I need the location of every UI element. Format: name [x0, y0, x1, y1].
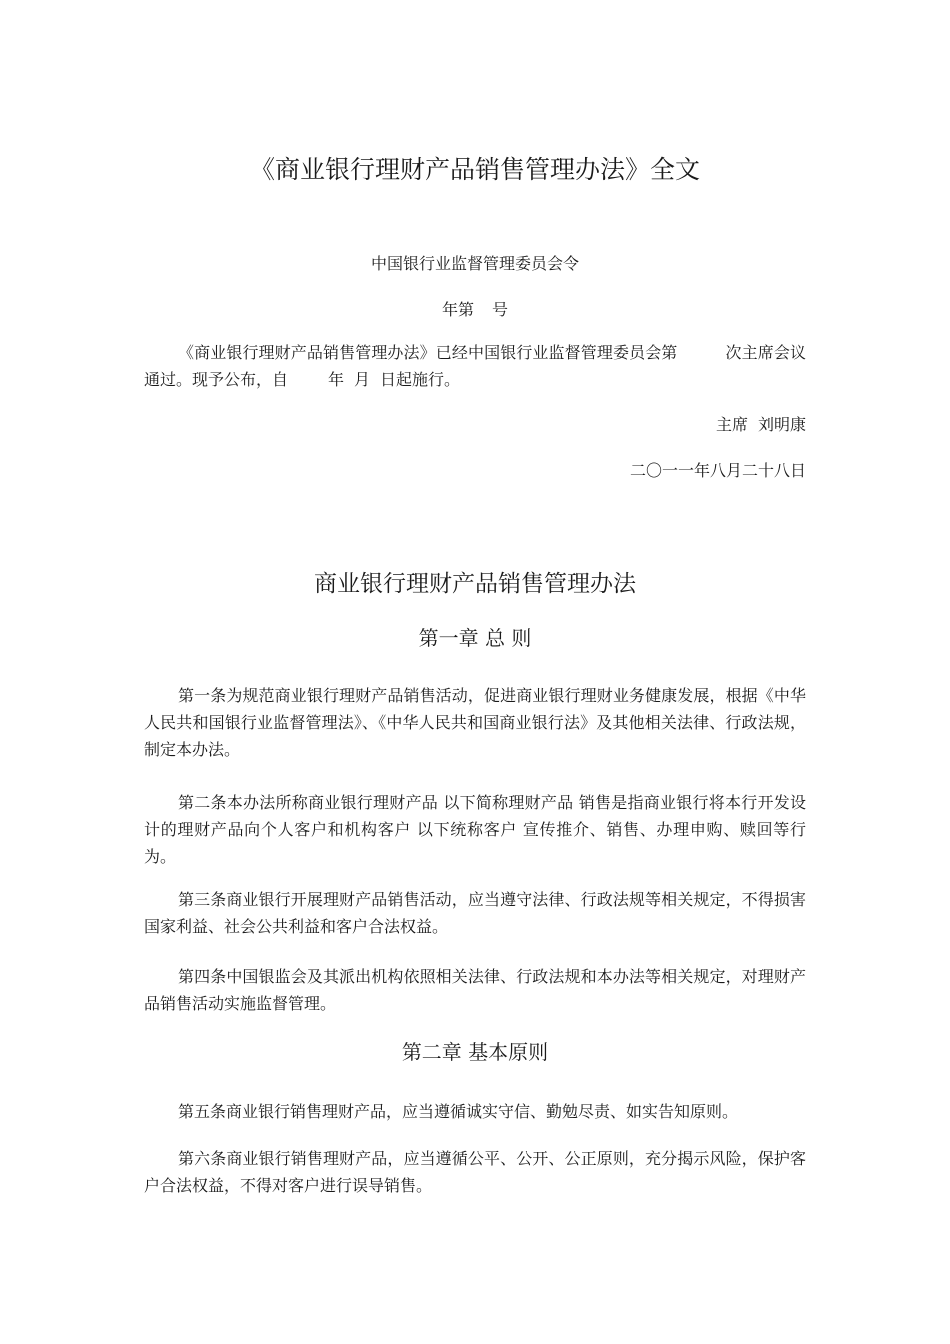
document-title: 《商业银行理财产品销售管理办法》全文 [249, 155, 700, 184]
law-title: 商业银行理财产品销售管理办法 [314, 571, 636, 597]
order-year-label: 年第 [441, 300, 474, 319]
article-6: 第六条商业银行销售理财产品，应当遵循公平、公开、公正原则，充分揭示风险，保护客户合法权益，不得对客户进行误导销售。 [144, 1149, 806, 1195]
article-3: 第三条商业银行开展理财产品销售活动，应当遵守法律、行政法规等相关规定，不得损害国家利益、社会公共利益和客户合法权益。 [144, 890, 806, 936]
announcement-part-1: 《商业银行理财产品销售管理办法》已经中国银行业监督管理委员会第 [178, 343, 678, 362]
chapter-2-heading: 第二章 基本原则 [401, 1040, 549, 1064]
signature-name: 刘明康 [757, 415, 806, 434]
order-number-label: 号 [492, 300, 509, 319]
article-2: 第二条本办法所称商业银行理财产品 以下简称理财产品 销售是指商业银行将本行开发设计的理财产品向个人客户和机构客户 以下统称客户 宣传推介、销售、办理申购、赎回等行为。 [144, 793, 806, 866]
announcement-part-3: 年 [328, 370, 345, 389]
signature-line [716, 413, 806, 437]
announcement-part-2: 次主席会议通过。现予公布，自 [144, 343, 806, 389]
announcement-paragraph [144, 339, 806, 393]
signature-role: 主席 [715, 415, 748, 434]
announcement-part-4: 月 [354, 370, 371, 389]
article-5: 第五条商业银行销售理财产品，应当遵循诚实守信、勤勉尽责、如实告知原则。 [178, 1102, 739, 1121]
order-number [0, 298, 950, 322]
issue-date: 二〇一一年八月二十八日 [629, 461, 806, 480]
chapter-1-heading: 第一章 总 则 [418, 626, 532, 650]
order-issuer: 中国银行业监督管理委员会令 [370, 254, 579, 273]
article-4: 第四条中国银监会及其派出机构依照相关法律、行政法规和本办法等相关规定，对理财产品销售活动实施监督管理。 [144, 967, 806, 1013]
announcement-part-5: 日起施行。 [380, 370, 461, 389]
article-1: 第一条为规范商业银行理财产品销售活动，促进商业银行理财业务健康发展，根据《中华人民共和国银行业监督管理法》、《中华人民共和国商业银行法》及其他相关法律、行政法规，制定本办法。 [144, 686, 806, 759]
